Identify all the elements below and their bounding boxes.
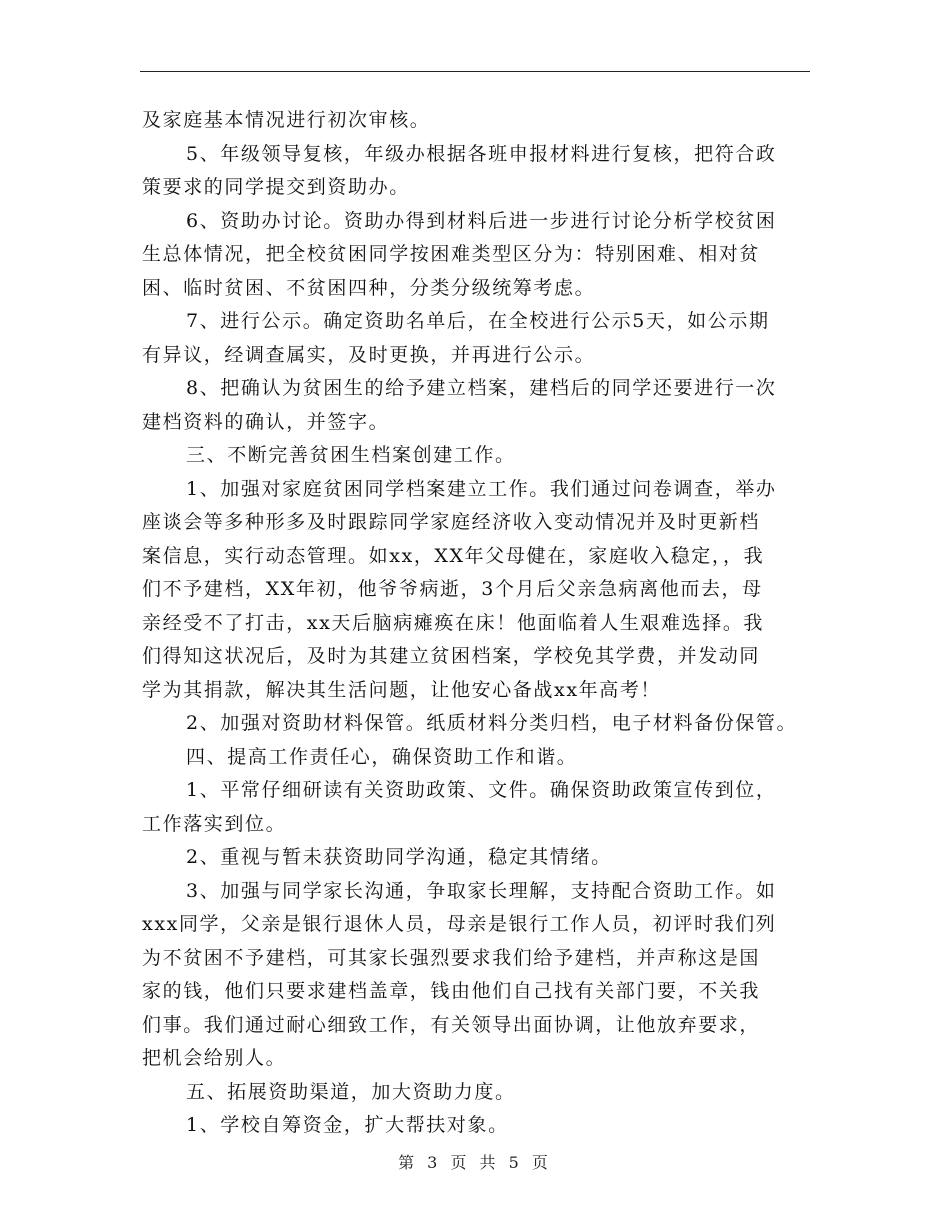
paragraph-0-line-0: 及家庭基本情况进行初次审核。 xyxy=(142,109,431,131)
paragraph-6-line-5: 们得知这状况后，及时为其建立贫困档案，学校免其学费，并发动同 xyxy=(142,645,761,667)
paragraph-11-line-3: 家的钱，他们只要求建档盖章，钱由他们自己找有关部门要，不关我 xyxy=(142,980,761,1002)
paragraph-2-line-2: 困、临时贫困、不贫困四种，分类分级统筹考虑。 xyxy=(142,276,596,299)
paragraph-8-line-0: 四、提高工作责任心，确保资助工作和谐。 xyxy=(186,745,578,768)
paragraph-12-line-0: 五、拓展资助渠道，加大资助力度。 xyxy=(186,1080,516,1103)
paragraph-1-line-0: 5、年级领导复核，年级办根据各班申报材料进行复核，把符合政 xyxy=(186,142,777,165)
paragraph-1-line-1: 策要求的同学提交到资助办。 xyxy=(142,176,410,198)
paragraph-7-line-0: 2、加强对资助材料保管。纸质材料分类归档，电子材料备份保管。 xyxy=(186,712,798,734)
paragraph-6-line-4: 亲经受不了打击，xx天后脑病瘫痪在床！他面临着人生艰难选择。我 xyxy=(142,611,765,634)
paragraph-3-line-0: 7、进行公示。确定资助名单后，在全校进行公示5天，如公示期 xyxy=(186,310,770,332)
paragraph-4-line-0: 8、把确认为贫困生的给予建立档案，建档后的同学还要进行一次 xyxy=(186,377,777,399)
paragraph-6-line-2: 案信息，实行动态管理。如xx，XX年父母健在，家庭收入稳定，，我 xyxy=(142,544,765,567)
paragraph-6-line-1: 座谈会等多种形多及时跟踪同学家庭经济收入变动情况并及时更新档 xyxy=(142,511,761,533)
paragraph-2-line-1: 生总体情况，把全校贫困同学按困难类型区分为：特别困难、相对贫 xyxy=(142,243,761,265)
paragraph-6-line-6: 学为其捐款，解决其生活问题，让他安心备战xx年高考！ xyxy=(142,678,662,701)
paragraph-2-line-0: 6、资助办讨论。资助办得到材料后进一步进行讨论分析学校贫困 xyxy=(186,209,777,232)
paragraph-9-line-0: 1、平常仔细研读有关资助政策、文件。确保资助政策宣传到位， xyxy=(186,779,777,801)
paragraph-11-line-1: xxx同学，父亲是银行退休人员，母亲是银行工作人员，初评时我们列 xyxy=(142,913,777,935)
paragraph-6-line-0: 1、加强对家庭贫困同学档案建立工作。我们通过问卷调查，举办 xyxy=(186,477,777,500)
paragraph-4-line-1: 建档资料的确认，并签字。 xyxy=(142,410,390,433)
paragraph-10-line-0: 2、重视与暂未获资助同学沟通，稳定其情绪。 xyxy=(186,846,612,868)
paragraph-11-line-4: 们事。我们通过耐心细致工作，有关领导出面协调，让他放弃要求， xyxy=(142,1013,761,1036)
paragraph-11-line-0: 3、加强与同学家长沟通，争取家长理解，支持配合资助工作。如 xyxy=(186,879,777,902)
paragraph-5-line-0: 三、不断完善贫困生档案创建工作。 xyxy=(186,444,516,466)
paragraph-13-line-0: 1、学校自筹资金，扩大帮扶对象。 xyxy=(186,1114,509,1136)
page-number: 第 3 页 共 5 页 xyxy=(398,1153,552,1172)
header-rule xyxy=(140,71,810,72)
paragraph-11-line-5: 把机会给别人。 xyxy=(142,1047,287,1069)
paragraph-9-line-1: 工作落实到位。 xyxy=(142,812,287,835)
paragraph-3-line-1: 有异议，经调查属实，及时更换，并再进行公示。 xyxy=(142,343,596,366)
paragraph-11-line-2: 为不贫困不予建档，可其家长强烈要求我们给予建档，并声称这是国 xyxy=(142,946,761,969)
document-body xyxy=(142,104,832,1143)
paragraph-6-line-3: 们不予建档，XX年初，他爷爷病逝，3个月后父亲急病离他而去，母 xyxy=(142,578,763,600)
